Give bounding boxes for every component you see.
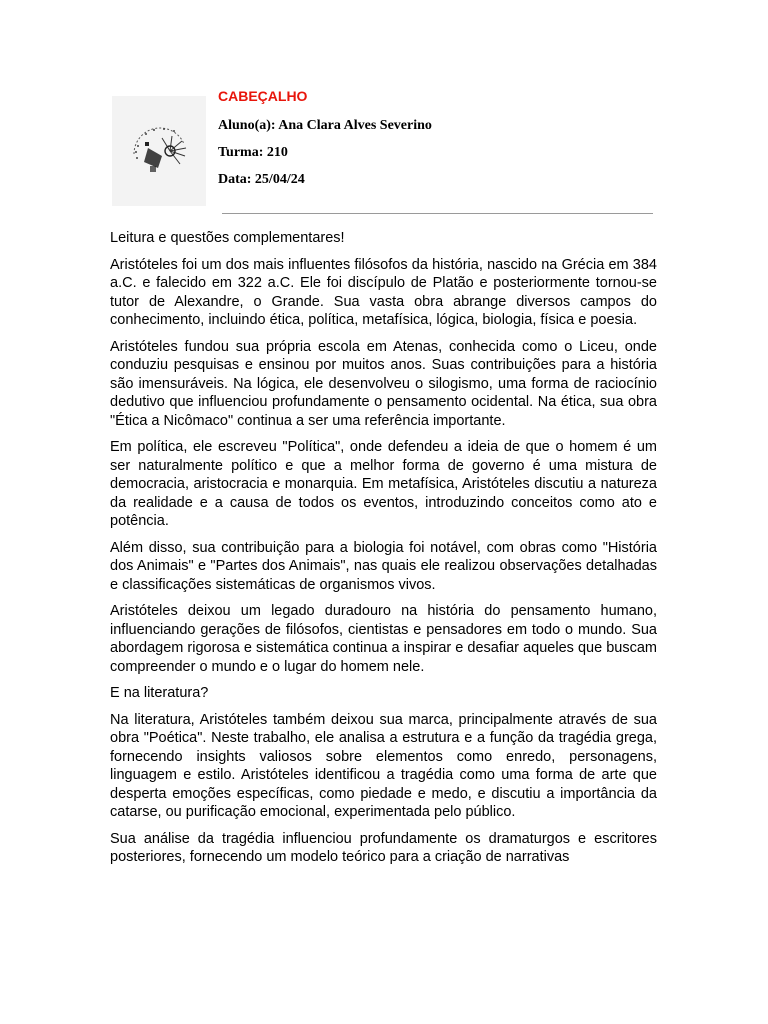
header-title: CABEÇALHO — [218, 88, 308, 104]
paragraph: Aristóteles deixou um legado duradouro na história do pensamento humano, influenciando gerações de filósofos, cientistas e pensadores em todo o mundo. Sua abordagem rigorosa e sistemática continua a inspirar e desafiar aqueles que buscam compreender o mundo e o lugar do homem nele. — [110, 603, 657, 675]
paragraph: Aristóteles fundou sua própria escola em Atenas, conhecida como o Liceu, onde conduziu pesquisas e ensinou por muitos anos. Suas contribuições para a história são imensuráveis. Na lógica, ele desenvolveu o silogismo, uma forma de raciocínio dedutivo que influenciou profundamente o pensamento ocidental. Na ética, sua obra "Ética a Nicômaco" continua a ser uma referência importante. — [110, 338, 657, 429]
document-header — [218, 86, 432, 197]
literature-question: E na literatura? — [110, 685, 209, 701]
paragraph: Além disso, sua contribuição para a biologia foi notável, com obras como "História dos Animais" e "Partes dos Animais", nas quais ele realizou observações detalhadas e classificações sistemáticas de organismos vivos. — [110, 539, 657, 593]
paragraph: Em política, ele escreveu "Política", onde defendeu a ideia de que o homem é um ser naturalmente político e que a melhor forma de governo é uma mistura de democracia, aristocracia e monarquia. Em metafísica, Aristóteles discutiu a natureza da realidade e a causa de todos os eventos, introduzindo conceitos como ato e potência. — [110, 439, 657, 529]
paragraph: Sua análise da tragédia influenciou profundamente os dramaturgos e escritores posteriores, fornecendo um modelo teórico para a criação de narrativas — [110, 830, 657, 865]
school-logo — [112, 96, 206, 206]
student-name: Aluno(a): Ana Clara Alves Severino — [218, 118, 432, 133]
intro-text: Leitura e questões complementares! — [110, 230, 345, 246]
class-label: Turma: 210 — [218, 145, 288, 160]
header-divider — [222, 213, 653, 214]
date-label: Data: 25/04/24 — [218, 172, 305, 187]
document-body — [110, 229, 657, 875]
paragraph: Aristóteles foi um dos mais influentes filósofos da história, nascido na Grécia em 384 a.C. e falecido em 322 a.C. Ele foi discípulo de Platão e posteriormente tornou-se tutor de Alexandre, o Grande. Sua vasta obra abrange diversos campos do conhecimento, incluindo ética, política, metafísica, lógica, biologia, física e poesia. — [110, 256, 657, 328]
school-crest-icon — [112, 96, 206, 206]
paragraph: Na literatura, Aristóteles também deixou sua marca, principalmente através de sua obra "Poética". Neste trabalho, ele analisa a estrutura e a função da tragédia grega, fornecendo insights valiosos sobre elementos como enredo, personagens, linguagem e estilo. Aristóteles identificou a tragédia como uma forma de arte que desperta emoções específicas, como piedade e medo, e discutiu a importância da catarse, ou purificação emocional, experimentada pelo público. — [110, 711, 657, 820]
